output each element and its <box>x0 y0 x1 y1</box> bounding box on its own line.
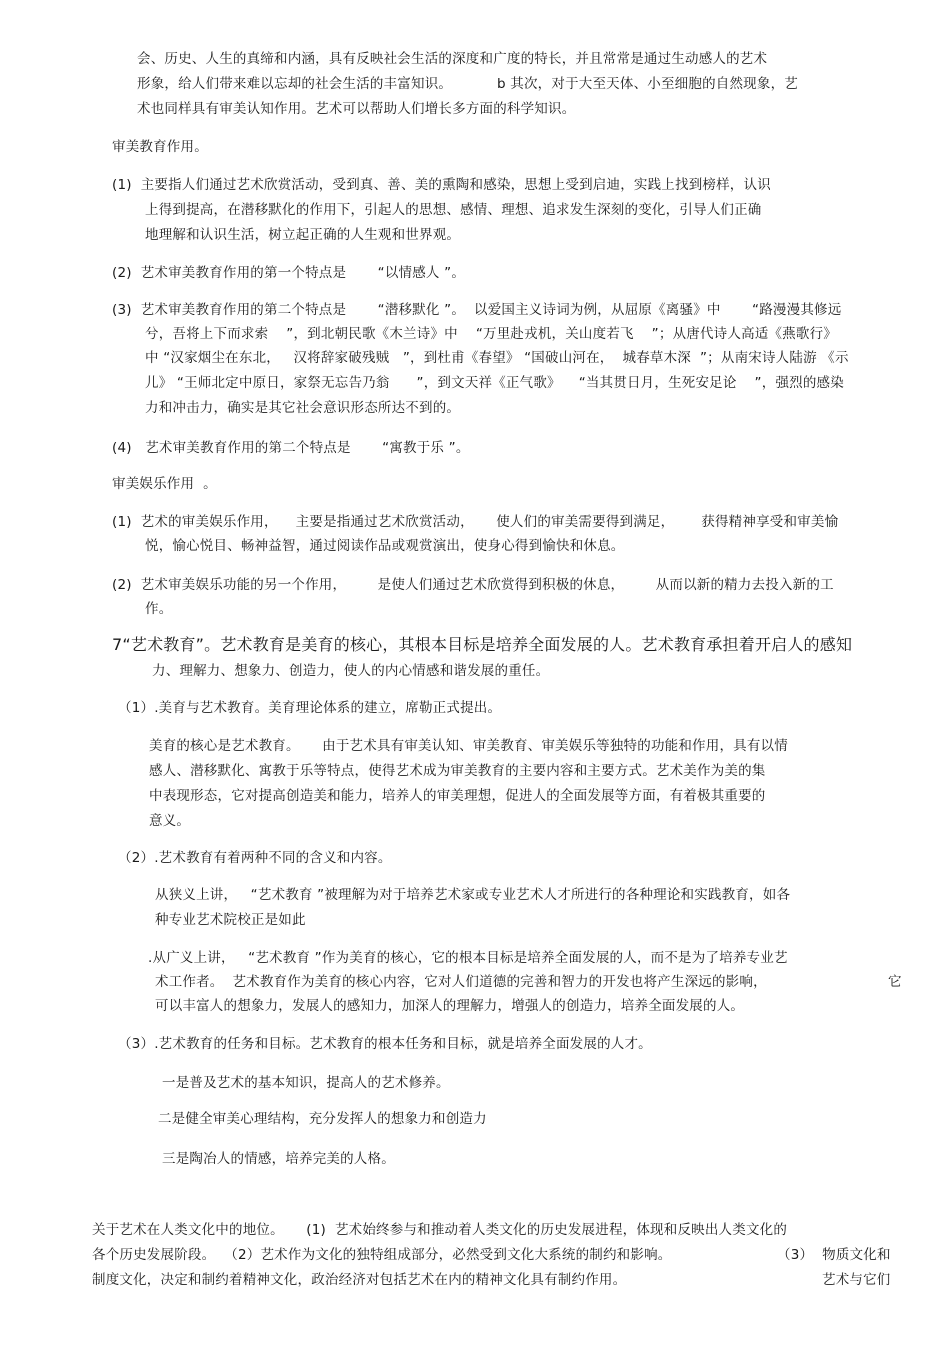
text-line: 制度文化，决定和制约着精神文化，政治经济对包括艺术在内的精神文化具有制约作用。 <box>92 1272 627 1288</box>
subsection-heading: （3）.艺术教育的任务和目标。艺术教育的根本任务和目标，就是培养全面发展的人才。 <box>118 1036 652 1052</box>
text-line: 感人、潜移默化、寓教于乐等特点，使得艺术成为审美教育的主要内容和主要方式。艺术美作为美的集 <box>149 763 766 779</box>
text-line: 术也同样具有审美认知作用。艺术可以帮助人们增长多方面的科学知识。 <box>137 101 576 117</box>
text-line: (1) 主要指人们通过艺术欣赏活动，受到真、善、美的熏陶和感染，思想上受到启迪，实践上找到榜样，认识 <box>112 177 771 193</box>
text-line: 中 “汉家烟尘在东北， 汉将辞家破残贼 ”，到杜甫《春望》 “国破山河在， 城春草木深 ”；从南宋诗人陆游 《示 <box>145 350 849 366</box>
text-line: 力、理解力、想象力、创造力，使人的内心情感和谐发展的重任。 <box>152 663 550 679</box>
text-line-fragment: 艺术与它们 <box>822 1272 891 1288</box>
text-line: 美育的核心是艺术教育。 由于艺术具有审美认知、审美教育、审美娱乐等独特的功能和作用，具有以情 <box>149 738 788 754</box>
text-line: 地理解和认识生活，树立起正确的人生观和世界观。 <box>145 227 461 243</box>
text-line: 上得到提高，在潜移默化的作用下，引起人的思想、感情、理想、追求发生深刻的变化，引导人们正确 <box>145 202 762 218</box>
text-line: 形象，给人们带来难以忘却的社会生活的丰富知识。 b 其次，对于大至天体、小至细胞的自然现象，艺 <box>137 76 798 92</box>
text-line: 可以丰富人的想象力，发展人的感知力，加深人的理解力，增强人的创造力，培养全面发展的人。 <box>155 998 745 1014</box>
text-line: 兮，吾将上下而求索 ”，到北朝民歌《木兰诗》中 “万里赴戎机，关山度若飞 ”；从唐代诗人高适《燕歌行》 <box>145 326 837 342</box>
text-line: 中表现形态，它对提高创造美和能力，培养人的审美理想，促进人的全面发展等方面，有着极其重要的 <box>149 788 766 804</box>
text-line: 会、历史、人生的真缔和内涵，具有反映社会生活的深度和广度的特长，并且常常是通过生动感人的艺术 <box>137 51 768 67</box>
section-heading: 审美娱乐作用 。 <box>112 476 217 492</box>
section-heading: 审美教育作用。 <box>112 139 208 155</box>
text-line: 儿》 “王师北定中原日，家祭无忘告乃翁 ”，到文天祥《正气歌》 “当其贯日月，生死安足论 ”，强烈的感染 <box>145 375 844 391</box>
text-line: 种专业艺术院校正是如此 <box>155 912 306 928</box>
subsection-heading: （2）.艺术教育有着两种不同的含义和内容。 <box>118 850 392 866</box>
list-item: 二是健全审美心理结构，充分发挥人的想象力和创造力 <box>158 1111 487 1127</box>
text-line: 各个历史发展阶段。 （2）艺术作为文化的独特组成部分，必然受到文化大系统的制约和影响。 <box>92 1247 672 1263</box>
text-line: (4) 艺术审美教育作用的第二个特点是 “寓教于乐 ”。 <box>112 440 470 456</box>
subsection-heading: （1）.美育与艺术教育。美育理论体系的建立，席勒正式提出。 <box>118 700 502 716</box>
text-line: 作。 <box>145 601 173 617</box>
text-line: (3) 艺术审美教育作用的第二个特点是 “潜移默化 ”。 以爱国主义诗词为例，从屈原《离骚》中 “路漫漫其修远 <box>112 302 842 318</box>
list-item: 三是陶冶人的情感，培养完美的人格。 <box>162 1151 395 1167</box>
text-line: (2) 艺术审美教育作用的第一个特点是 “以情感人 ”。 <box>112 265 466 281</box>
text-line: 关于艺术在人类文化中的地位。 (1) 艺术始终参与和推动着人类文化的历史发展进程，体现和反映出人类文化的 <box>92 1222 788 1238</box>
text-line: 术工作者。 艺术教育作为美育的核心内容，它对人们道德的完善和智力的开发也将产生深远的影响， <box>155 974 767 990</box>
text-line: 悦，愉心悦目、畅神益智，通过阅读作品或观赏演出，使身心得到愉快和休息。 <box>145 538 625 554</box>
text-line: 意义。 <box>149 813 191 829</box>
text-line: 从狭义上讲， “艺术教育 ”被理解为对于培养艺术家或专业艺术人才所进行的各种理论和实践教育，如各 <box>155 887 791 903</box>
text-line-fragment: （3） 物质文化和 <box>777 1247 891 1263</box>
text-line: (1) 艺术的审美娱乐作用， 主要是指通过艺术欣赏活动， 使人们的审美需要得到满足， 获得精神享受和审美愉 <box>112 514 839 530</box>
list-item: 一是普及艺术的基本知识，提高人的艺术修养。 <box>162 1075 450 1091</box>
text-line: .从广义上讲， “艺术教育 ”作为美育的核心，它的根本目标是培养全面发展的人，而不是为了培养专业艺 <box>148 950 788 966</box>
text-line: (2) 艺术审美娱乐功能的另一个作用， 是使人们通过艺术欣赏得到积极的休息， 从而以新的精力去投入新的工 <box>112 577 834 593</box>
text-line: 力和冲击力，确实是其它社会意识形态所达不到的。 <box>145 400 461 416</box>
text-line-fragment: 它 <box>888 974 902 990</box>
section-title: 7“艺术教育”。艺术教育是美育的核心，其根本目标是培养全面发展的人。艺术教育承担着开启人的感知 <box>112 635 853 654</box>
